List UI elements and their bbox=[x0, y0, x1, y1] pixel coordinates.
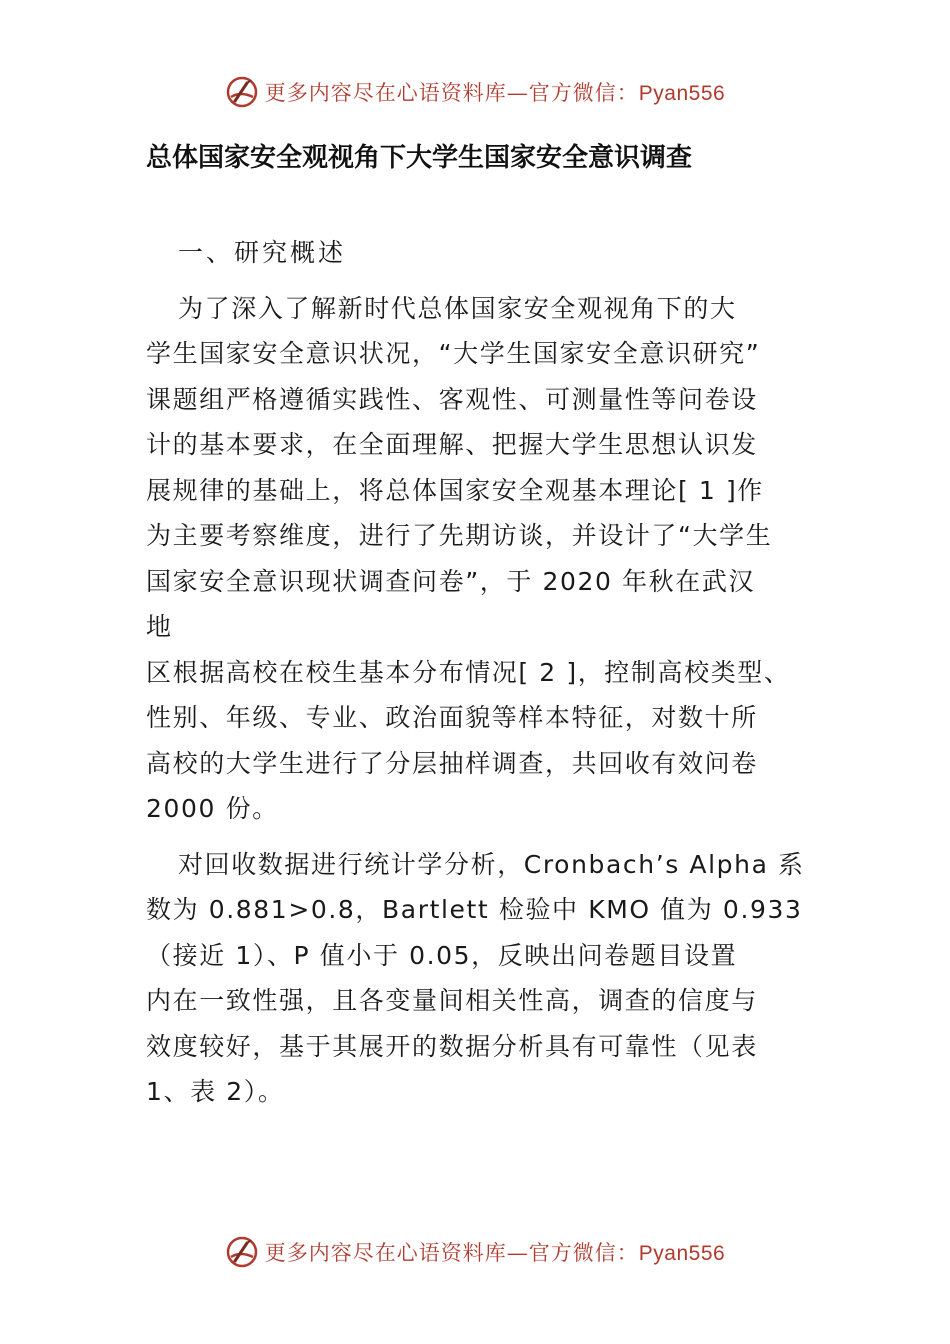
paragraph-line: 高校的大学生进行了分层抽样调查，共回收有效问卷 bbox=[146, 748, 758, 778]
paragraph-line: 2000 份。 bbox=[146, 794, 279, 823]
section-heading: 一、研究概述 bbox=[178, 238, 347, 267]
paragraph-line: 效度较好，基于其展开的数据分析具有可靠性（见表 bbox=[146, 1031, 758, 1061]
paragraph-line: （接近 1）、P 值小于 0.05，反映出问卷题目设置 bbox=[146, 940, 738, 970]
watermark-wechat-id: Pyan556 bbox=[638, 1242, 726, 1265]
paragraph-line: 性别、年级、专业、政治面貌等样本特征，对数十所 bbox=[146, 703, 758, 732]
footer-watermark bbox=[0, 1232, 950, 1272]
paragraph-line: 地 bbox=[146, 612, 173, 641]
paragraph-line: 为主要考察维度，进行了先期访谈，并设计了“大学生 bbox=[146, 521, 773, 550]
paragraph-line: 内在一致性强，且各变量间相关性高，调查的信度与 bbox=[146, 986, 758, 1015]
book-quill-logo-icon bbox=[225, 75, 259, 109]
watermark-wechat-id: Pyan556 bbox=[638, 82, 726, 105]
paragraph-line: 为了深入了解新时代总体国家安全观视角下的大 bbox=[178, 293, 737, 323]
paragraph-line: 数为 0.881>0.8，Bartlett 检验中 KMO 值为 0.933 bbox=[146, 895, 803, 924]
book-quill-logo-icon bbox=[225, 1235, 259, 1269]
paragraph-line: 课题组严格遵循实践性、客观性、可测量性等问卷设 bbox=[146, 384, 758, 414]
watermark-text: 更多内容尽在心语资料库—官方微信：Pyan556 bbox=[264, 1241, 726, 1265]
paragraph-line: 国家安全意识现状调查问卷”，于 2020 年秋在武汉 bbox=[146, 566, 756, 596]
watermark-inner bbox=[225, 75, 725, 109]
watermark-text: 更多内容尽在心语资料库—官方微信：Pyan556 bbox=[264, 81, 726, 105]
header-watermark bbox=[0, 72, 950, 112]
paragraph-1 bbox=[146, 286, 810, 832]
paragraph-line: 计的基本要求，在全面理解、把握大学生思想认识发 bbox=[146, 430, 758, 459]
paragraph-2 bbox=[146, 842, 810, 1115]
paragraph-line: 1、表 2）。 bbox=[146, 1077, 285, 1106]
document-body bbox=[146, 230, 810, 1115]
document-title: 总体国家安全观视角下大学生国家安全意识调查 bbox=[146, 143, 693, 173]
paragraph-line: 展规律的基础上，将总体国家安全观基本理论[ 1 ]作 bbox=[146, 475, 764, 505]
paragraph-line: 对回收数据进行统计学分析，Cronbach’s Alpha 系 bbox=[178, 849, 805, 879]
watermark-inner bbox=[225, 1235, 725, 1269]
paragraph-line: 学生国家安全意识状况，“大学生国家安全意识研究” bbox=[146, 339, 761, 368]
paragraph-line: 区根据高校在校生基本分布情况[ 2 ]，控制高校类型、 bbox=[146, 657, 791, 687]
